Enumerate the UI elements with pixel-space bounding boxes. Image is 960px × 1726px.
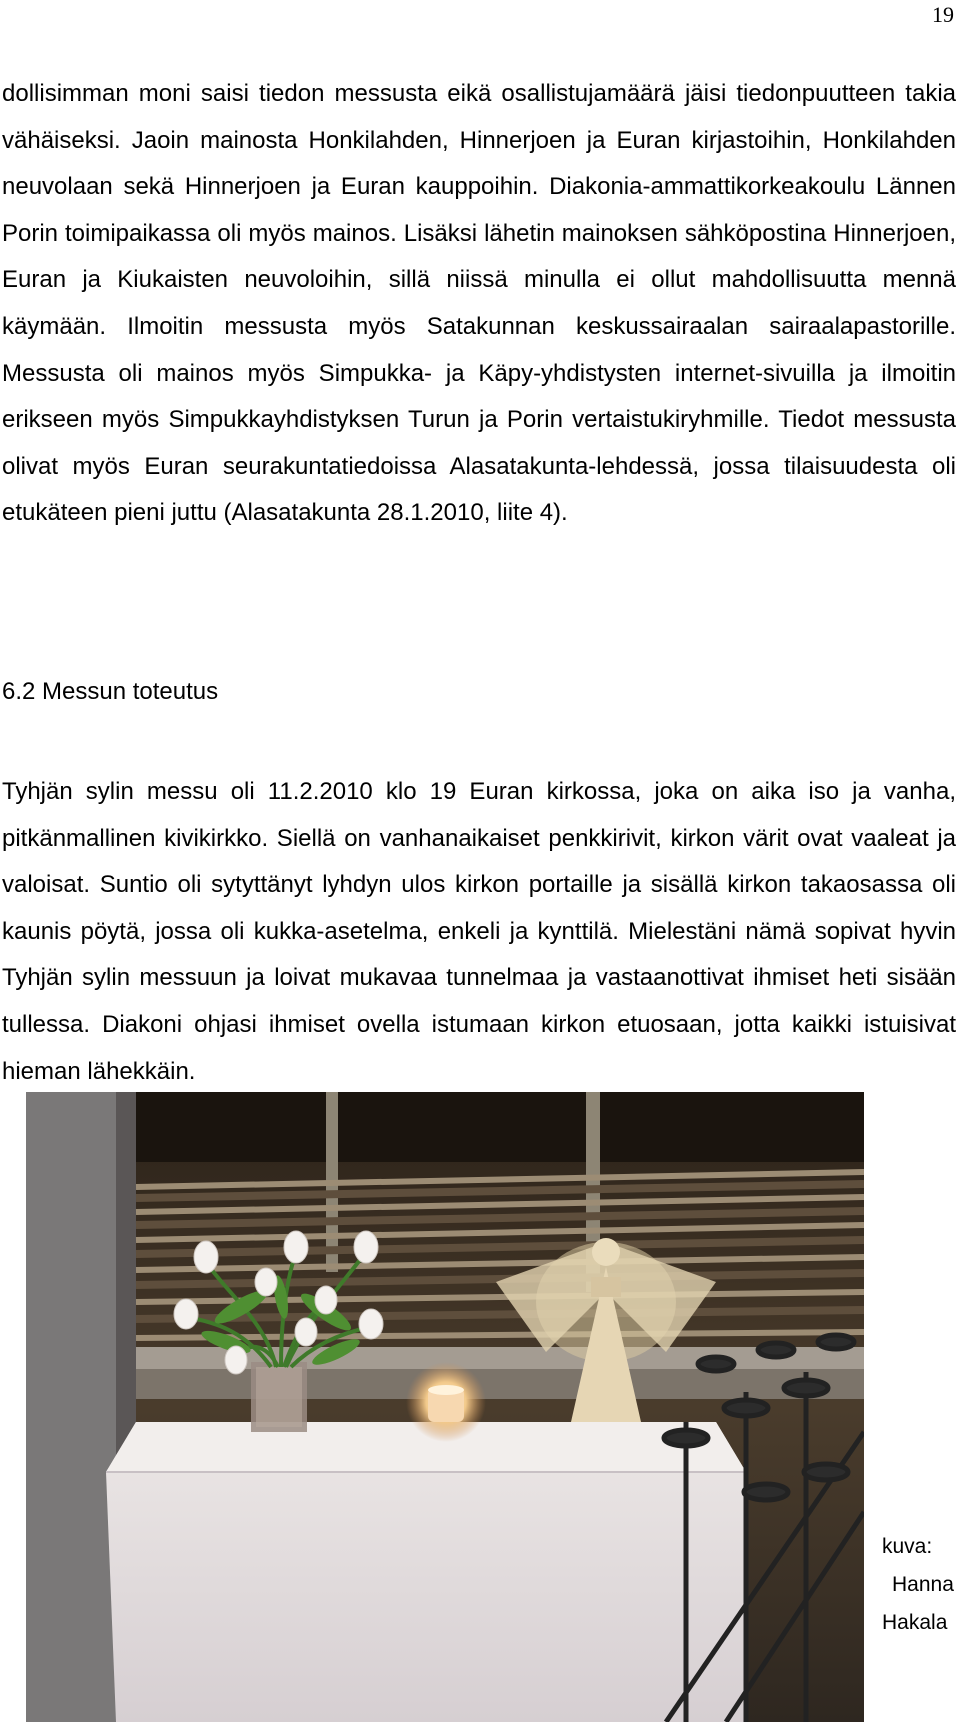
section-heading: 6.2 Messun toteutus [2,678,219,705]
caption-label: kuva: [882,1535,933,1558]
paragraph-promotion: dollisimman moni saisi tiedon messusta eikä osallistujamäärä jäisi tiedonpuutteen takia vähäiseksi. Jaoin mainosta Honkilahden, Hinnerjoen ja Euran kirjastoihin, Honkilahden neuvolaan sekä Hinnerjoen ja Euran kauppoihin. Diakonia-ammattikorkeakoulu Lännen Porin toimipaikassa oli myös mainos. Lisäksi lähetin mainoksen sähköpostina Hinnerjoen, Euran ja Kiukaisten neuvoloihin, sillä niissä minulla ei ollut mahdollisuutta mennä käymään. Ilmoitin messusta myös Satakunnan keskussairaalan sairaalapastorille. Messusta oli mainos myös Simpukka- ja Käpy-yhdistysten internet-sivuilla ja ilmoitin erikseen myös Simpukkayhdistyksen Turun ja Porin vertaistukiryhmille. Tiedot messusta olivat myös Euran seurakuntatiedoissa Alasatakunta-lehdessä, jossa tilaisuudesta oli etukäteen pieni juttu (Alasatakunta 28.1.2010, liite 4). [2,80,956,527]
caption-first-name: Hanna [892,1573,954,1596]
photo-caption [882,1528,960,1642]
paragraph-implementation: Tyhjän sylin messu oli 11.2.2010 klo 19 Euran kirkossa, joka on aika iso ja vanha, pitkänmallinen kivikirkko. Siellä on vanhanaikaiset penkkirivit, kirkon värit ovat vaaleat ja valoisat. Suntio oli sytyttänyt lyhdyn ulos kirkon portaille ja sisällä kirkon takaosassa oli kaunis pöytä, jossa oli kukka-asetelma, enkeli ja kynttilä. Mielestäni nämä sopivat hyvin Tyhjän sylin messuun ja loivat mukavaa tunnelmaa ja vastaanottivat ihmiset heti sisään tullessa. Diakoni ohjasi ihmiset ovella istumaan kirkon etuosaan, jotta kaikki istuisivat hieman lähekkäin. [2,778,956,1085]
page-number: 19 [932,2,954,27]
caption-last-name: Hakala [882,1611,948,1634]
church-table-photo [26,1092,864,1722]
